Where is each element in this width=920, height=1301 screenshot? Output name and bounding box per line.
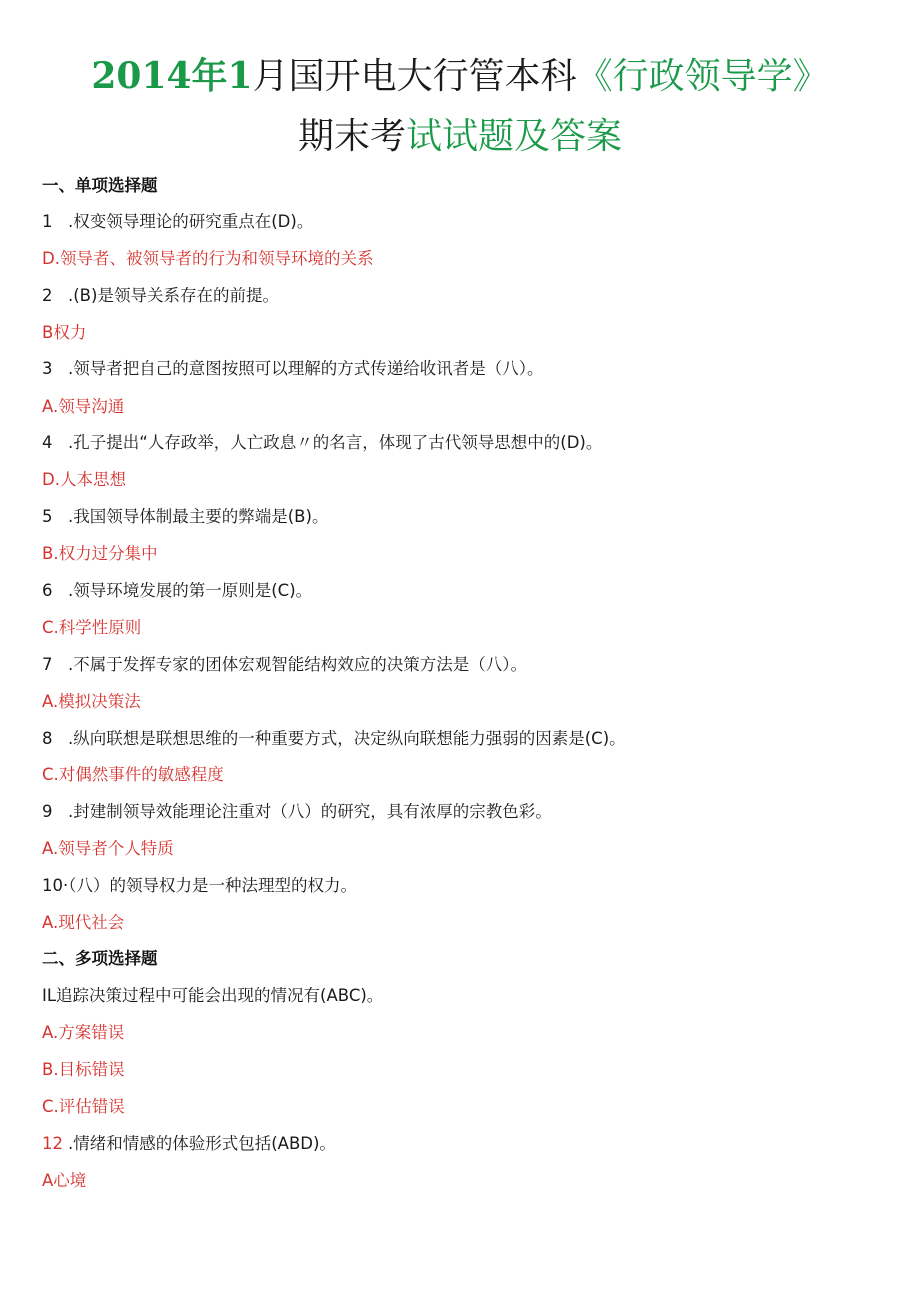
- answer-item: A心境: [42, 1171, 87, 1190]
- document-title-line-1: [0, 54, 920, 99]
- question-item: 7 .不属于发挥专家的团体宏观智能结构效应的决策方法是（八）。: [42, 655, 527, 674]
- answer-item: C.对偶然事件的敏感程度: [42, 765, 224, 784]
- title-year-month: 2014年1: [91, 55, 253, 97]
- answer-item: C.科学性原则: [42, 618, 142, 637]
- answer-item: A.方案错误: [42, 1023, 125, 1042]
- document-title-line-2: [0, 115, 920, 159]
- title-exam-prefix: 期末考: [297, 116, 406, 157]
- question-item: 8 .纵向联想是联想思维的一种重要方式，决定纵向联想能力强弱的因素是(C)。: [42, 729, 626, 748]
- answer-item: A.模拟决策法: [42, 692, 141, 711]
- title-course-name: 《行政领导学》: [576, 56, 829, 97]
- answer-item: D.人本思想: [42, 470, 126, 489]
- answer-item: B权力: [42, 323, 87, 342]
- answer-item: D.领导者、被领导者的行为和领导环境的关系: [42, 249, 374, 268]
- answer-item: C.评估错误: [42, 1097, 125, 1116]
- question-item: 2 .(B)是领导关系存在的前提。: [42, 286, 279, 305]
- answer-item: B.目标错误: [42, 1060, 125, 1079]
- answer-item: A.领导者个人特质: [42, 839, 174, 858]
- question-item: IL追踪决策过程中可能会出现的情况有(ABC)。: [42, 986, 384, 1005]
- question-item: 6 .领导环境发展的第一原则是(C)。: [42, 581, 313, 600]
- question-item: 9 .封建制领导效能理论注重对（八）的研究，具有浓厚的宗教色彩。: [42, 802, 552, 821]
- question-item: 10·（八）的领导权力是一种法理型的权力。: [42, 876, 357, 895]
- answer-item: A.领导沟通: [42, 397, 125, 416]
- title-subject-prefix: 月国开电大行管本科: [252, 56, 577, 97]
- question-item: 5 .我国领导体制最主要的弊端是(B)。: [42, 507, 329, 526]
- question-item: 12 .情绪和情感的体验形式包括(ABD)。: [42, 1134, 336, 1153]
- section-heading-multiple-choice: 二、多项选择题: [42, 949, 158, 968]
- question-item: 1 .权变领导理论的研究重点在(D)。: [42, 212, 314, 231]
- answer-item: B.权力过分集中: [42, 544, 158, 563]
- question-item: 3 .领导者把自己的意图按照可以理解的方式传递给收讯者是（八）。: [42, 359, 544, 378]
- title-exam-suffix: 试试题及答案: [406, 116, 623, 157]
- answer-item: A.现代社会: [42, 913, 125, 932]
- question-item: 4 .孔子提出“人存政举，人亡政息〃的名言，体现了古代领导思想中的(D)。: [42, 433, 603, 452]
- section-heading-single-choice: 一、单项选择题: [42, 176, 158, 195]
